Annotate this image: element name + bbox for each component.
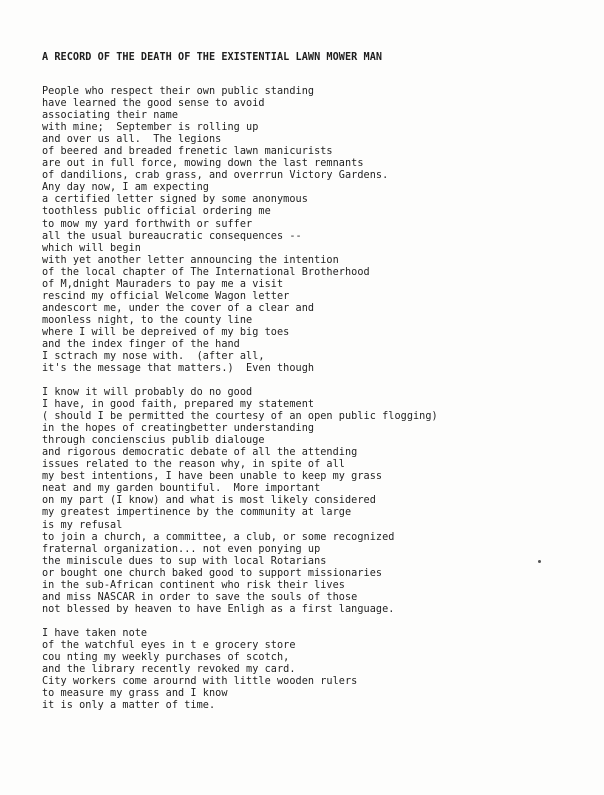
text-line: and miss NASCAR in order to save the souls of those: [42, 591, 358, 603]
text-line: ( should I be permitted the courtesy of an open public flogging): [42, 411, 438, 423]
text-line: is my refusal: [42, 519, 123, 531]
text-line: of M,dnight Mauraders to pay me a visit: [42, 278, 284, 290]
text-line: in the sub-African continent who risk their lives: [42, 579, 345, 591]
text-line: of the local chapter of The International Brotherhood: [42, 266, 370, 278]
ink-speck: [538, 560, 541, 563]
text-line: it is only a matter of time.: [42, 700, 216, 712]
text-line: where I will be depreived of my big toes: [42, 326, 290, 338]
text-line: not blessed by heaven to have Enligh as a first language.: [42, 603, 395, 615]
text-line: on my part (I know) and what is most likely considered: [42, 495, 376, 507]
text-line: through concienscius publib dialouge: [42, 435, 265, 447]
text-line: of beered and breaded frenetic lawn manicurists: [42, 146, 333, 158]
text-line: all the usual bureaucratic consequences --: [42, 230, 302, 242]
text-line: and over us all. The legions: [42, 134, 222, 146]
text-line: People who respect their own public standing: [42, 86, 315, 97]
text-line: of the watchful eyes in t e grocery store: [42, 640, 296, 652]
text-line: to mow my yard forthwith or suffer: [42, 218, 253, 230]
text-line: are out in full force, mowing down the last remnants: [42, 158, 364, 170]
text-line: I sctrach my nose with. (after all,: [42, 351, 265, 363]
text-line: my best intentions, I have been unable to keep my grass: [42, 471, 383, 483]
text-line: with mine; September is rolling up: [42, 122, 259, 134]
text-line: and rigorous democratic debate of all the attending: [42, 447, 358, 459]
text-line: and the library recently revoked my card.: [42, 664, 296, 676]
text-line: to join a church, a committee, a club, or some recognized: [42, 531, 395, 543]
text-line: issues related to the reason why, in spite of all: [42, 459, 345, 471]
text-line: of dandilions, crab grass, and overrrun Victory Gardens.: [42, 170, 389, 182]
text-line: toothless public official ordering me: [42, 206, 271, 218]
text-line: cou nting my weekly purchases of scotch,: [42, 652, 290, 664]
text-line: in the hopes of creatingbetter understanding: [42, 423, 315, 435]
stanza-1: [42, 86, 587, 375]
text-line: or bought one church baked good to support missionaries: [42, 567, 383, 579]
text-line: fraternal organization... not even ponying up: [42, 543, 321, 555]
text-line: I have, in good faith, prepared my statement: [42, 399, 315, 411]
document-title: A RECORD OF THE DEATH OF THE EXISTENTIAL LAWN MOWER MAN: [42, 52, 383, 63]
text-line: it's the message that matters.) Even though: [42, 363, 315, 375]
text-line: which will begin: [42, 242, 141, 254]
text-line: my greatest impertinence by the community at large: [42, 507, 352, 519]
stanza-3: [42, 628, 587, 712]
text-line: have learned the good sense to avoid: [42, 98, 265, 110]
text-line: moonless night, to the county line: [42, 314, 253, 326]
text-line: andescort me, under the cover of a clear and: [42, 302, 315, 314]
text-line: associating their name: [42, 110, 179, 122]
text-line: rescind my official Welcome Wagon letter: [42, 290, 290, 302]
text-line: and the index finger of the hand: [42, 338, 240, 350]
text-line: a certified letter signed by some anonymous: [42, 194, 308, 206]
stanza-2: [42, 387, 587, 616]
text-line: the miniscule dues to sup with local Rotarians: [42, 555, 327, 567]
text-line: neat and my garden bountiful. More important: [42, 483, 321, 495]
text-line: I know it will probably do no good: [42, 387, 253, 398]
text-line: to measure my grass and I know: [42, 688, 228, 700]
text-line: City workers come arournd with little wooden rulers: [42, 676, 358, 688]
text-line: Any day now, I am expecting: [42, 182, 209, 194]
text-line: with yet another letter announcing the intention: [42, 254, 339, 266]
text-line: I have taken note: [42, 628, 148, 639]
